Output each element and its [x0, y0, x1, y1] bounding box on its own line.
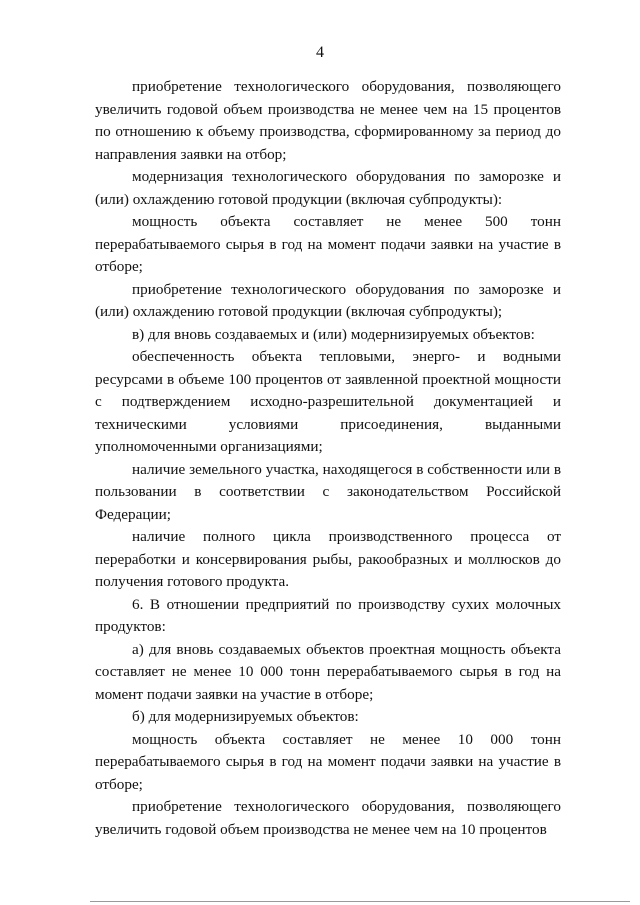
paragraph-capacity-500: мощность объекта составляет не менее 500 тонн перерабатываемого сырья в год на момент подачи заявки на участие в отборе;	[95, 213, 561, 275]
paragraph-new-or-modernized-objects: в) для вновь создаваемых и (или) модернизируемых объектов:	[132, 325, 535, 343]
paragraph-freezing-equipment-purchase: приобретение технологического оборудования по заморозке и (или) охлаждению готовой продукции (включая субпродукты);	[95, 280, 561, 320]
paragraph-new-objects-capacity: а) для вновь создаваемых объектов проектная мощность объекта составляет не менее 10 000 тонн перерабатываемого сырья в год на момент подачи заявки на участие в отборе;	[95, 640, 561, 703]
page-number: 4	[316, 44, 324, 61]
paragraph-land-plot: наличие земельного участка, находящегося в собственности или в пользовании в соответствии с законодательством Российской Федерации;	[95, 460, 561, 523]
paragraph-resources-provision: обеспеченность объекта тепловыми, энерго- и водными ресурсами в объеме 100 процентов от заявленной проектной мощности с подтверждением исходно-разрешительной документацией и техническими условиями присоединения, выданными уполномоченными организациями;	[95, 348, 561, 455]
document-body	[95, 76, 561, 841]
bottom-scan-edge	[90, 901, 630, 902]
paragraph-freezing-modernization: модернизация технологического оборудования по заморозке и (или) охлаждению готовой продукции (включая субпродукты):	[95, 168, 561, 208]
paragraph-capacity-10000: мощность объекта составляет не менее 10 000 тонн перерабатываемого сырья в год на момент подачи заявки на участие в отборе;	[95, 730, 561, 793]
paragraph-equipment-purchase-15: приобретение технологического оборудования, позволяющего увеличить годовой объем производства не менее чем на 15 процентов по отношению к объему производства, сформированному за период до направления заявки на отбор;	[95, 78, 561, 163]
paragraph-equipment-purchase-10: приобретение технологического оборудования, позволяющего увеличить годовой объем производства не менее чем на 10 процентов	[95, 798, 561, 838]
paragraph-modernized-objects: б) для модернизируемых объектов:	[132, 708, 359, 725]
paragraph-full-production-cycle: наличие полного цикла производственного процесса от переработки и консервирования рыбы, ракообразных и моллюсков до получения готового продукта.	[95, 528, 561, 590]
paragraph-section-6-heading: 6. В отношении предприятий по производству сухих молочных продуктов:	[95, 595, 561, 635]
